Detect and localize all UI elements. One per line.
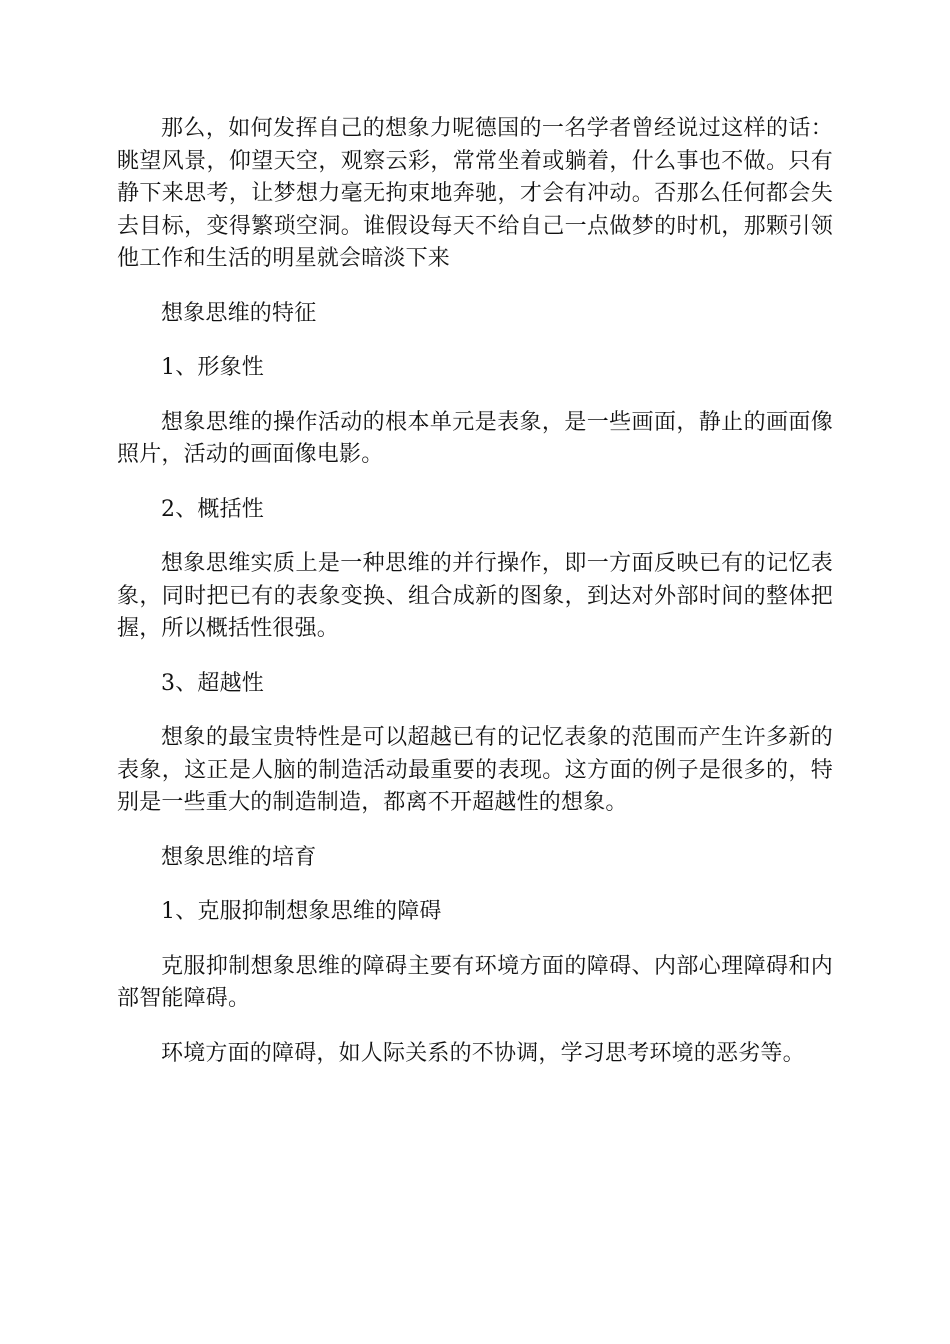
paragraph-generalization: 想象思维实质上是一种思维的并行操作，即一方面反映已有的记忆表象，同时把已有的表象变换、组合成新的图象，到达对外部时间的整体把握，所以概括性很强。 (117, 551, 833, 641)
subheading-overcome-obstacles: 1、克服抑制想象思维的障碍 (161, 899, 442, 924)
paragraph-obstacles: 克服抑制想象思维的障碍主要有环境方面的障碍、内部心理障碍和内部智能障碍。 (117, 953, 833, 1011)
paragraph-environment: 环境方面的障碍，如人际关系的不协调，学习思考环境的恶劣等。 (161, 1040, 805, 1066)
paragraph-imagery: 想象思维的操作活动的根本单元是表象，是一些画面，静止的画面像照片，活动的画面像电影。 (117, 409, 833, 467)
subheading-generalization: 2、概括性 (161, 496, 264, 522)
subheading-imagery: 1、形象性 (161, 355, 264, 380)
section-heading-cultivation: 想象思维的培育 (161, 844, 317, 870)
paragraph-transcendence: 想象的最宝贵特性是可以超越已有的记忆表象的范围而产生许多新的表象，这正是人脑的制造活动最重要的表现。这方面的例子是很多的，特别是一些重大的制造制造，都离不开超越性的想象。 (117, 725, 833, 815)
section-heading-features: 想象思维的特征 (161, 300, 317, 326)
paragraph-intro: 那么，如何发挥自己的想象力呢德国的一名学者曾经说过这样的话：眺望风景，仰望天空，观察云彩，常常坐着或躺着，什么事也不做。只有静下来思考，让梦想力毫无拘束地奔驰，才会有冲动。否那么任何都会失去目标，变得繁琐空洞。谁假设每天不给自己一点做梦的时机，那颗引领他工作和生活的明星就会暗淡下来 (117, 116, 833, 271)
subheading-transcendence: 3、超越性 (161, 670, 264, 696)
document-body (117, 113, 833, 1070)
